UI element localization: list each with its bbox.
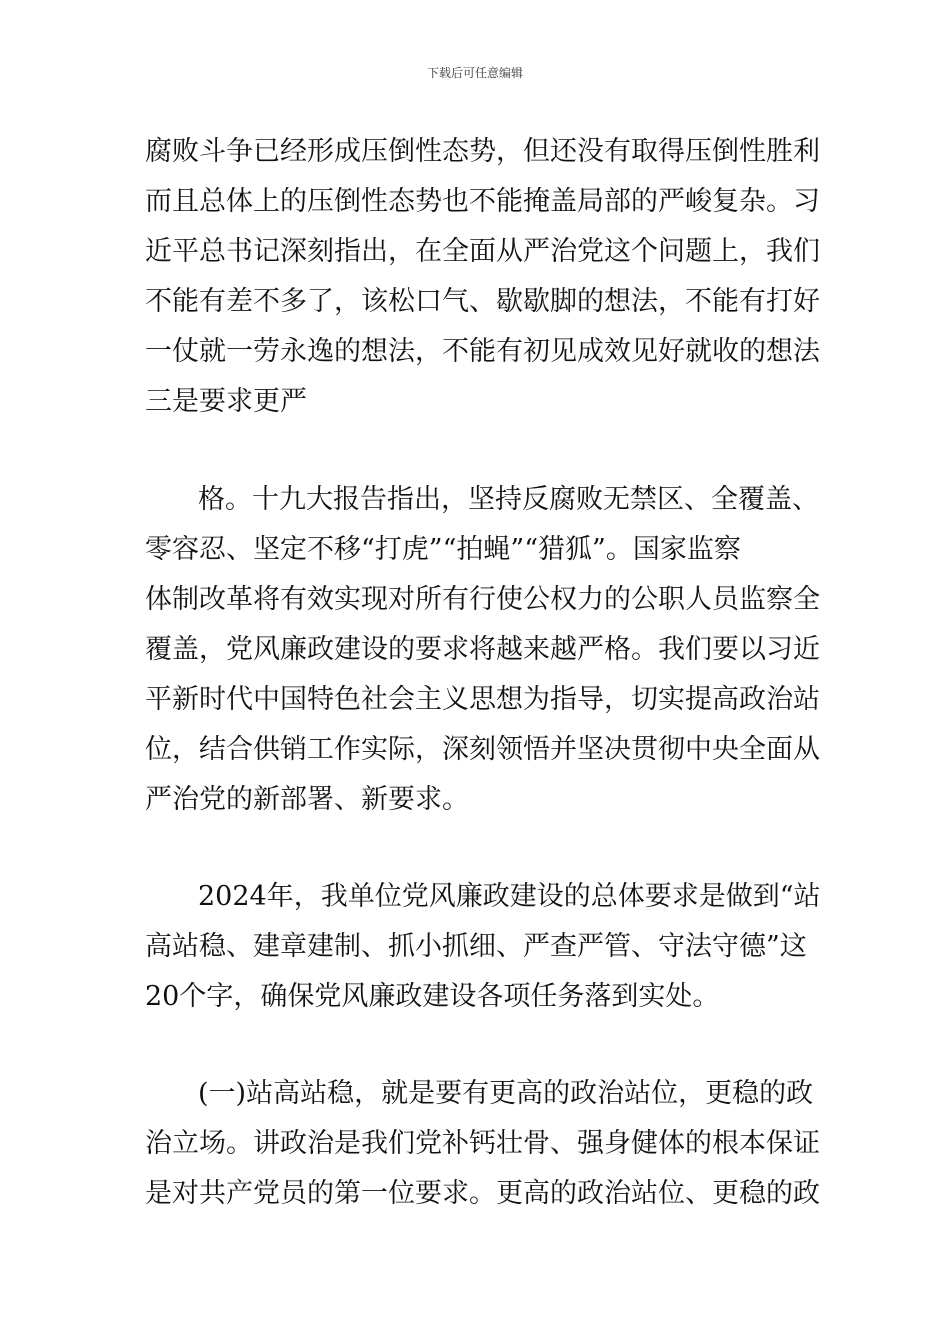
text-line: 而且总体上的压倒性态势也不能掩盖局部的严峻复杂。习 [145,186,820,217]
text-line: 不能有差不多了，该松口气、歇歇脚的想法，不能有打好 [145,286,820,317]
text-line: 腐败斗争已经形成压倒性态势，但还没有取得压倒性胜利 [145,136,820,167]
text-line: (一)站高站稳，就是要有更高的政治站位，更稳的政 [198,1078,814,1109]
page-header: 下载后可任意编辑 [426,66,523,80]
text-line: 是对共产党员的第一位要求。更高的政治站位、更稳的政 [145,1178,820,1209]
text-line: 近平总书记深刻指出，在全面从严治党这个问题上，我们 [145,236,820,267]
text-line: 零容忍、坚定不移“打虎”“拍蝇”“猎狐”。国家监察 [145,534,741,565]
text-line: 治立场。讲政治是我们党补钙壮骨、强身健体的根本保证 [145,1128,820,1159]
text-line: 20个字，确保党风廉政建设各项任务落到实处。 [145,981,720,1012]
text-line: 2024年，我单位党风廉政建设的总体要求是做到“站 [198,881,821,912]
text-line: 格。十九大报告指出，坚持反腐败无禁区、全覆盖、 [198,484,819,515]
text-line: 平新时代中国特色社会主义思想为指导，切实提高政治站 [145,684,820,715]
text-line: 位，结合供销工作实际，深刻领悟并坚决贯彻中央全面从 [145,734,820,765]
text-line: 三是要求更严 [145,386,307,417]
text-line: 体制改革将有效实现对所有行使公权力的公职人员监察全 [145,584,820,615]
text-line: 高站稳、建章建制、抓小抓细、严查严管、守法守德”这 [145,931,807,962]
text-line: 覆盖，党风廉政建设的要求将越来越严格。我们要以习近 [145,634,820,665]
text-line: 一仗就一劳永逸的想法，不能有初见成效见好就收的想法 [145,336,820,367]
text-line: 严治党的新部署、新要求。 [145,784,469,815]
